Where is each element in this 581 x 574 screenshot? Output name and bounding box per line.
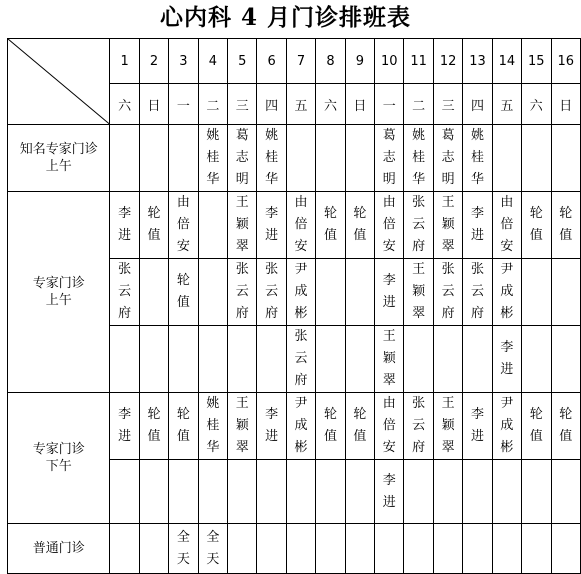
schedule-cell xyxy=(198,460,227,524)
weekday: 三 xyxy=(433,84,462,125)
day-number: 7 xyxy=(286,39,315,84)
schedule-cell xyxy=(551,326,580,393)
schedule-cell: 由 倍 安 xyxy=(375,192,404,259)
schedule-cell xyxy=(316,326,345,393)
schedule-cell: 李 进 xyxy=(110,393,139,460)
schedule-cell: 轮 值 xyxy=(522,192,551,259)
schedule-cell xyxy=(316,524,345,574)
schedule-cell: 姚 桂 华 xyxy=(463,125,492,192)
schedule-cell xyxy=(198,259,227,326)
page-title: 心内科 4 月门诊排班表 xyxy=(159,4,412,31)
day-number: 1 xyxy=(110,39,139,84)
schedule-cell xyxy=(433,460,462,524)
schedule-cell xyxy=(198,326,227,393)
schedule-cell xyxy=(345,326,374,393)
schedule-cell: 姚 桂 华 xyxy=(404,125,433,192)
weekday: 一 xyxy=(375,84,404,125)
schedule-cell xyxy=(110,326,139,393)
schedule-cell: 李 进 xyxy=(492,326,521,393)
schedule-cell: 李 进 xyxy=(257,192,286,259)
schedule-cell xyxy=(316,460,345,524)
schedule-cell xyxy=(345,460,374,524)
schedule-table xyxy=(7,38,581,574)
weekday: 五 xyxy=(286,84,315,125)
schedule-cell: 由 倍 安 xyxy=(286,192,315,259)
schedule-cell xyxy=(522,326,551,393)
schedule-cell: 葛 志 明 xyxy=(228,125,257,192)
schedule-cell xyxy=(433,326,462,393)
schedule-cell xyxy=(228,326,257,393)
schedule-cell xyxy=(551,259,580,326)
schedule-cell: 轮 值 xyxy=(551,393,580,460)
schedule-cell: 轮 值 xyxy=(345,192,374,259)
schedule-cell xyxy=(228,524,257,574)
schedule-cell: 姚 桂 华 xyxy=(198,393,227,460)
schedule-cell xyxy=(139,326,168,393)
schedule-cell: 轮 值 xyxy=(522,393,551,460)
schedule-cell xyxy=(257,326,286,393)
schedule-cell xyxy=(492,460,521,524)
schedule-cell: 王 颖 翠 xyxy=(433,192,462,259)
schedule-cell: 全 天 xyxy=(198,524,227,574)
schedule-cell xyxy=(169,460,198,524)
schedule-cell xyxy=(492,125,521,192)
schedule-cell: 轮 值 xyxy=(316,393,345,460)
schedule-cell xyxy=(316,259,345,326)
schedule-cell xyxy=(551,460,580,524)
schedule-cell: 张 云 府 xyxy=(228,259,257,326)
day-number: 11 xyxy=(404,39,433,84)
schedule-cell: 张 云 府 xyxy=(257,259,286,326)
schedule-cell: 李 进 xyxy=(257,393,286,460)
schedule-cell xyxy=(492,524,521,574)
schedule-cell xyxy=(463,460,492,524)
schedule-cell: 张 云 府 xyxy=(404,393,433,460)
weekday: 六 xyxy=(110,84,139,125)
schedule-cell: 轮 值 xyxy=(169,259,198,326)
schedule-cell: 轮 值 xyxy=(551,192,580,259)
schedule-cell xyxy=(345,524,374,574)
schedule-cell: 李 进 xyxy=(463,393,492,460)
schedule-cell: 李 进 xyxy=(375,259,404,326)
weekday: 二 xyxy=(198,84,227,125)
schedule-cell xyxy=(345,259,374,326)
schedule-cell: 尹 成 彬 xyxy=(492,259,521,326)
weekday: 六 xyxy=(522,84,551,125)
schedule-cell: 尹 成 彬 xyxy=(286,393,315,460)
schedule-cell xyxy=(463,524,492,574)
schedule-cell: 葛 志 明 xyxy=(375,125,404,192)
schedule-cell xyxy=(110,524,139,574)
schedule-cell xyxy=(110,125,139,192)
schedule-cell xyxy=(375,524,404,574)
day-number: 2 xyxy=(139,39,168,84)
schedule-cell: 尹 成 彬 xyxy=(492,393,521,460)
section-label-expert-am: 专家门诊 上午 xyxy=(8,192,110,393)
schedule-cell xyxy=(522,125,551,192)
schedule-cell: 全 天 xyxy=(169,524,198,574)
schedule-cell: 轮 值 xyxy=(345,393,374,460)
section-label-famous-am: 知名专家门诊 上午 xyxy=(8,125,110,192)
schedule-cell: 李 进 xyxy=(375,460,404,524)
schedule-cell: 张 云 府 xyxy=(433,259,462,326)
schedule-cell xyxy=(404,460,433,524)
schedule-cell xyxy=(286,125,315,192)
day-number: 13 xyxy=(463,39,492,84)
schedule-cell: 李 进 xyxy=(463,192,492,259)
day-number: 3 xyxy=(169,39,198,84)
weekday: 五 xyxy=(492,84,521,125)
weekday: 日 xyxy=(139,84,168,125)
schedule-cell: 由 倍 安 xyxy=(169,192,198,259)
weekday: 四 xyxy=(463,84,492,125)
weekday: 一 xyxy=(169,84,198,125)
day-number: 6 xyxy=(257,39,286,84)
schedule-cell: 王 颖 翠 xyxy=(228,192,257,259)
day-number: 8 xyxy=(316,39,345,84)
schedule-cell xyxy=(110,460,139,524)
schedule-cell: 由 倍 安 xyxy=(375,393,404,460)
schedule-cell: 姚 桂 华 xyxy=(198,125,227,192)
schedule-cell: 王 颖 翠 xyxy=(404,259,433,326)
schedule-cell xyxy=(551,524,580,574)
day-number: 4 xyxy=(198,39,227,84)
schedule-cell xyxy=(139,259,168,326)
schedule-cell xyxy=(551,125,580,192)
weekday: 日 xyxy=(345,84,374,125)
schedule-cell xyxy=(345,125,374,192)
day-number: 10 xyxy=(375,39,404,84)
schedule-cell xyxy=(316,125,345,192)
schedule-cell: 王 颖 翠 xyxy=(433,393,462,460)
schedule-cell: 王 颖 翠 xyxy=(375,326,404,393)
weekday: 四 xyxy=(257,84,286,125)
schedule-cell xyxy=(257,460,286,524)
schedule-cell: 张 云 府 xyxy=(110,259,139,326)
diagonal-line xyxy=(8,39,109,124)
schedule-cell xyxy=(522,259,551,326)
schedule-cell: 尹 成 彬 xyxy=(286,259,315,326)
day-number: 14 xyxy=(492,39,521,84)
schedule-cell xyxy=(522,460,551,524)
weekday: 三 xyxy=(228,84,257,125)
schedule-cell: 张 云 府 xyxy=(463,259,492,326)
schedule-cell xyxy=(286,524,315,574)
schedule-cell xyxy=(433,524,462,574)
day-number: 9 xyxy=(345,39,374,84)
weekday: 二 xyxy=(404,84,433,125)
schedule-cell: 轮 值 xyxy=(139,192,168,259)
schedule-cell: 轮 值 xyxy=(316,192,345,259)
section-label-general: 普通门诊 xyxy=(8,524,110,574)
schedule-cell xyxy=(286,460,315,524)
schedule-cell xyxy=(198,192,227,259)
schedule-cell xyxy=(139,524,168,574)
day-number: 5 xyxy=(228,39,257,84)
schedule-cell: 李 进 xyxy=(110,192,139,259)
schedule-cell xyxy=(463,326,492,393)
schedule-cell: 姚 桂 华 xyxy=(257,125,286,192)
schedule-cell: 轮 值 xyxy=(139,393,168,460)
schedule-cell xyxy=(139,125,168,192)
day-number: 12 xyxy=(433,39,462,84)
schedule-cell: 张 云 府 xyxy=(404,192,433,259)
section-label-expert-pm: 专家门诊 下午 xyxy=(8,393,110,524)
schedule-cell: 王 颖 翠 xyxy=(228,393,257,460)
schedule-cell xyxy=(169,125,198,192)
schedule-cell xyxy=(522,524,551,574)
schedule-cell: 张 云 府 xyxy=(286,326,315,393)
schedule-cell: 葛 志 明 xyxy=(433,125,462,192)
schedule-cell xyxy=(257,524,286,574)
schedule-cell: 轮 值 xyxy=(169,393,198,460)
schedule-cell xyxy=(139,460,168,524)
schedule-cell: 由 倍 安 xyxy=(492,192,521,259)
day-number: 15 xyxy=(522,39,551,84)
weekday: 六 xyxy=(316,84,345,125)
schedule-cell xyxy=(404,524,433,574)
day-number: 16 xyxy=(551,39,580,84)
schedule-cell xyxy=(169,326,198,393)
schedule-cell xyxy=(404,326,433,393)
weekday: 日 xyxy=(551,84,580,125)
schedule-cell xyxy=(228,460,257,524)
header-corner-cell xyxy=(8,39,110,125)
